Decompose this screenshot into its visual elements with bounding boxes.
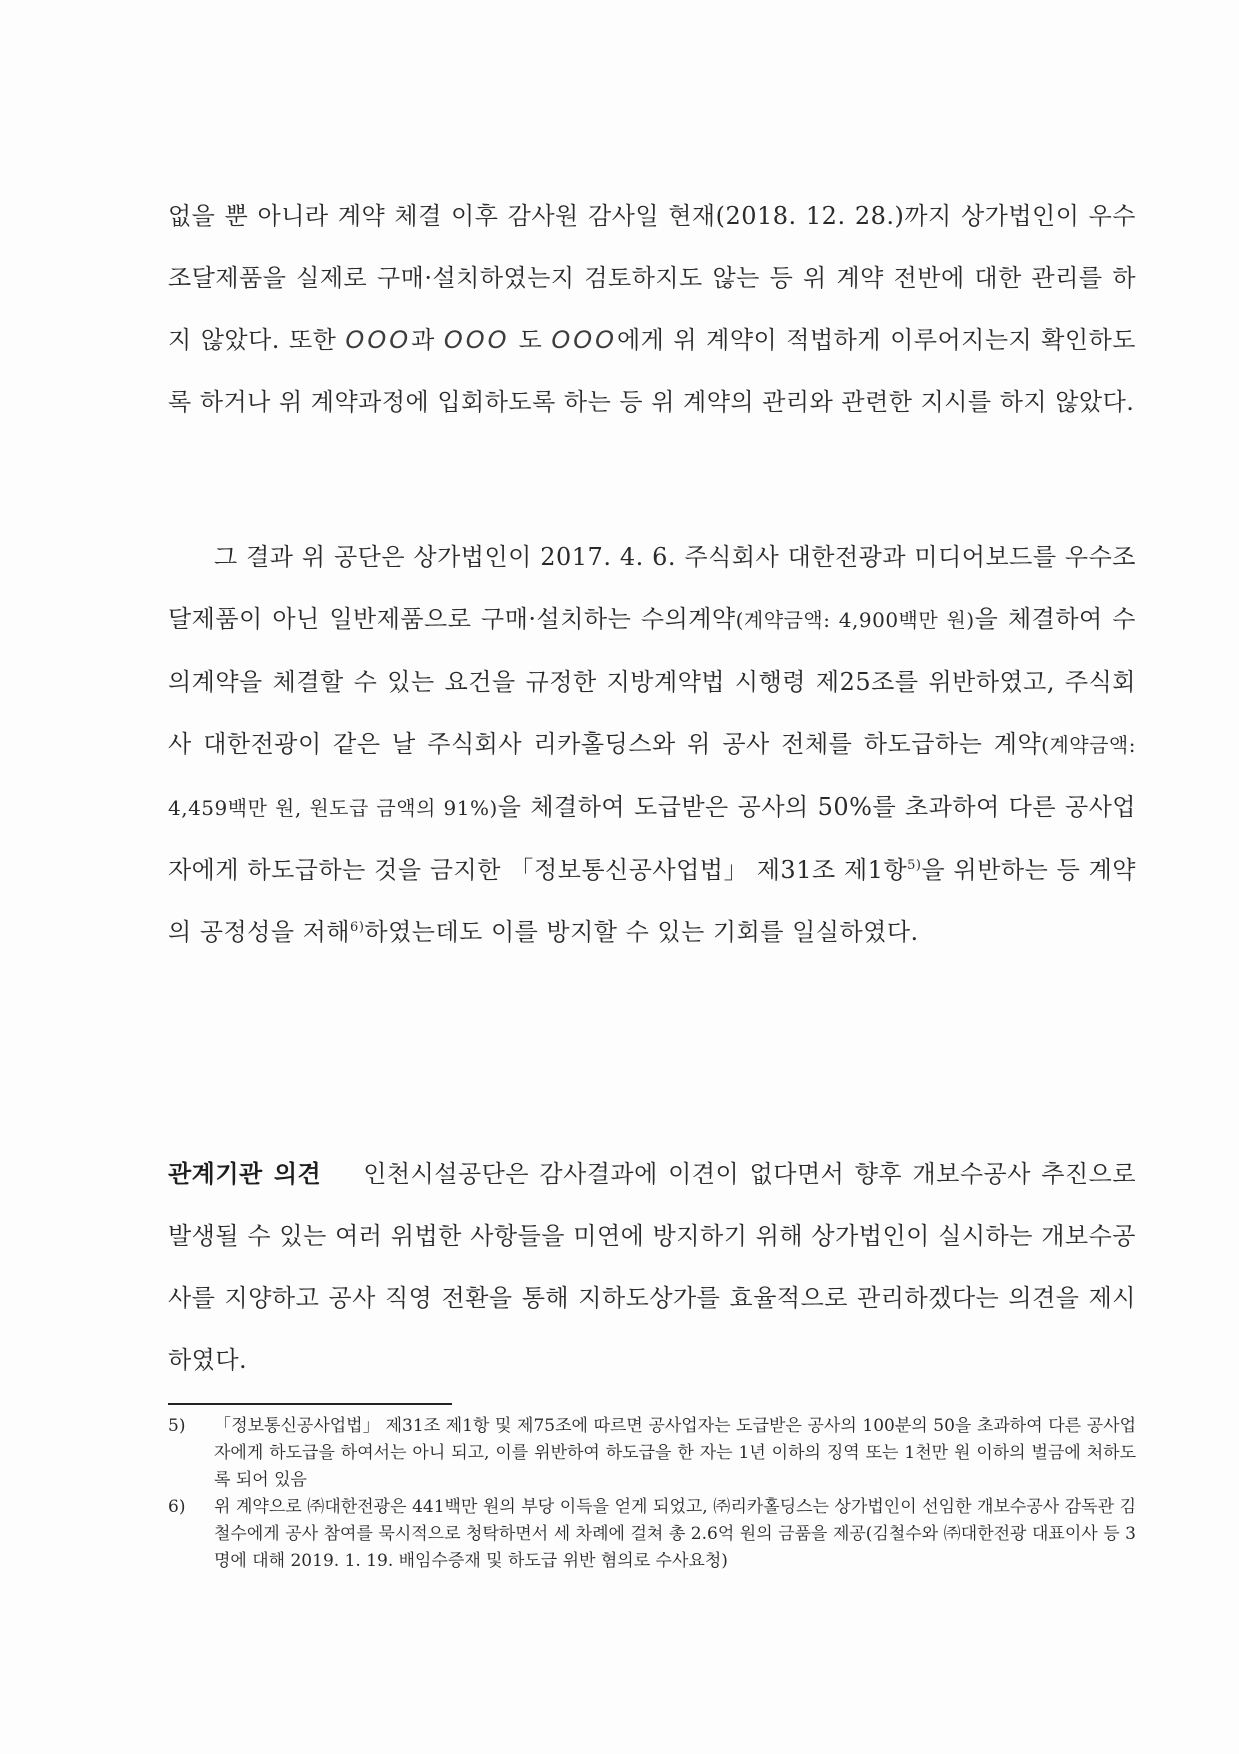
body-paragraph-1	[168, 185, 1136, 433]
agency-opinion-section	[168, 1143, 1136, 1391]
footnote-text: 「정보통신공사업법」 제31조 제1항 및 제75조에 따르면 공사업자는 도급받은 공사의 100분의 50을 초과하여 다른 공사업자에게 하도급을 하여서는 아니 되고, 이를 위반하여 하도급을 한 자는 1년 이하의 징역 또는 1천만 원 이하의 벌금에 처하도록 되어 있음	[214, 1416, 1136, 1490]
paragraph-text: 그 결과 위 공단은 상가법인이 2017. 4. 6. 주식회사 대한전광과 미디어보드를 우수조달제품이 아닌 일반제품으로 구매·설치하는 수의계약	[168, 543, 1136, 633]
agency-opinion-heading: 관계기관 의견	[168, 1160, 322, 1188]
paragraph-text: 을 체결하여 도급받은 공사의 50%를 초과하여 다른 공사업자에게 하도급하는 것을 금지한 「정보통신공사업법」 제31조 제1항	[168, 793, 1136, 884]
subcontract-amount-note: (계약금액: 4,459백만 원, 원도급 금액의 91%)	[168, 733, 1136, 820]
footnote-ref-6[interactable]: 6)	[350, 920, 365, 935]
handwritten-redaction: OOO	[443, 326, 510, 354]
footnote-6	[168, 1494, 1136, 1575]
footnotes	[168, 1413, 1136, 1575]
handwritten-redaction: OOO	[345, 326, 412, 354]
footnote-5	[168, 1413, 1136, 1494]
paragraph-text: 없을 뿐 아니라 계약 체결 이후 감사원 감사일 현재(2018. 12. 28.)까지 상가법인이 우수조달제품을 실제로 구매·설치하였는지 검토하지도 않는 등 위 계약 전반에 대한 관리를 하지 않았다. 또한	[168, 202, 1136, 354]
body-paragraph-2	[168, 526, 1136, 963]
paragraph-text: 도	[509, 326, 552, 354]
footnote-number: 6)	[168, 1497, 186, 1517]
paragraph-text: 하였는데도 이를 방지할 수 있는 기회를 일실하였다.	[364, 918, 919, 946]
agency-opinion-text: 인천시설공단은 감사결과에 이견이 없다면서 향후 개보수공사 추진으로 발생될 수 있는 여러 위법한 사항들을 미연에 방지하기 위해 상가법인이 실시하는 개보수공사를 지양하고 공사 직영 전환을 통해 지하도상가를 효율적으로 관리하겠다는 의견을 제시하였다.	[168, 1160, 1136, 1374]
footnote-divider	[168, 1403, 452, 1405]
paragraph-text: 을 체결하여 수의계약을 체결할 수 있는 요건을 규정한 지방계약법 시행령 제25조를 위반하였고, 주식회사 대한전광이 같은 날 주식회사 리카홀딩스와 위 공사 전체를 하도급하는 계약	[168, 605, 1136, 758]
footnote-text: 위 계약으로 ㈜대한전광은 441백만 원의 부당 이득을 얻게 되었고, ㈜리카홀딩스는 상가법인이 선임한 개보수공사 감독관 김철수에게 공사 참여를 묵시적으로 청탁하면서 세 차례에 걸쳐 총 2.6억 원의 금품을 제공(김철수와 ㈜대한전광 대표이사 등 3명에 대해 2019. 1. 19. 배임수증재 및 하도급 위반 혐의로 수사요청)	[214, 1497, 1136, 1571]
footnote-ref-5[interactable]: 5)	[907, 858, 922, 873]
paragraph-text: 과	[411, 326, 444, 354]
paragraph-text: 을 위반하는 등 계약의 공정성을 저해	[168, 856, 1136, 946]
footnote-number: 5)	[168, 1416, 186, 1436]
handwritten-redaction: OOO	[551, 326, 617, 354]
paragraph-text: 에게 위 계약이 적법하게 이루어지는지 확인하도록 하거나 위 계약과정에 입회하도록 하는 등 위 계약의 관리와 관련한 지시를 하지 않았다.	[168, 326, 1136, 416]
contract-amount-note: (계약금액: 4,900백만 원)	[735, 608, 975, 632]
